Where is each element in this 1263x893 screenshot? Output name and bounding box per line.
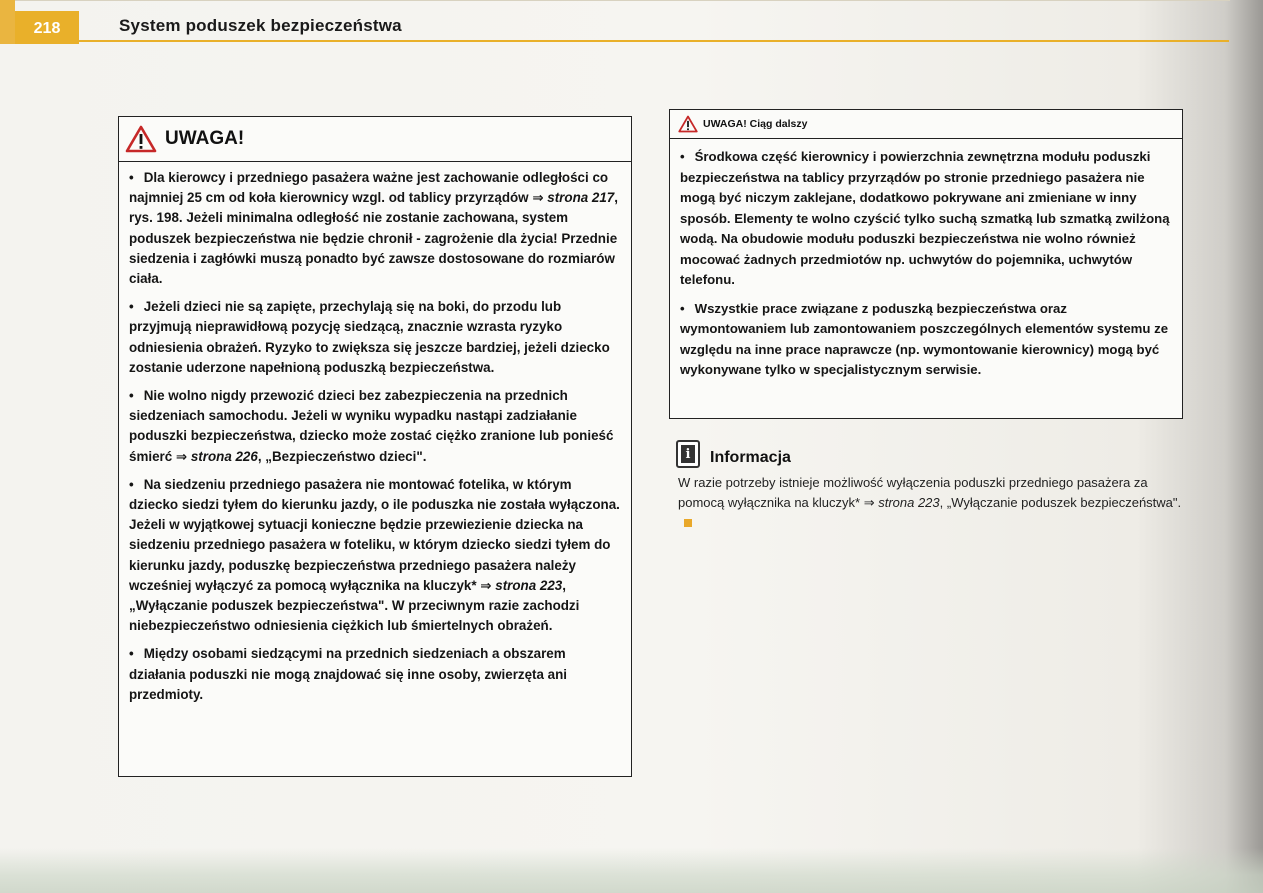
paragraph-text: Nie wolno nigdy przewozić dzieci bez zabezpieczenia na przednich siedzeniach samochodu. Jeżeli w wyniku wypadku nastąpi zadziałanie poduszki bezpieczeństwa, dziecko może zostać ciężko zranione lub ponieść śmierć ⇒ (129, 388, 614, 464)
top-edge (0, 0, 1230, 1)
header-accent-bar (0, 0, 15, 44)
warning-triangle-icon (125, 125, 157, 153)
paragraph-text: Wszystkie prace związane z poduszką bezpieczeństwa oraz wymontowaniem lub zamontowaniem poszczególnych elementów systemu ze względu na inne prace naprawcze (np. wymontowanie kierownicy) mogą być wykonywane tylko w specjalistycznym serwisie. (680, 300, 1169, 377)
warning-box-left (118, 116, 632, 777)
paragraph-text: , „Wyłączanie poduszek bezpieczeństwa". W przeciwnym razie zachodzi niebezpieczeństwo odniesienia ciężkich lub śmiertelnych obrażeń. (129, 577, 580, 634)
paragraph-text: Środkowa część kierownicy i powierzchnia zewnętrzna modułu poduszki bezpieczeństwa na tablicy przyrządów po stronie przedniego pasażera nie mogą być niczym zaklejane, dodatkowo pokrywane ani zmieniane w inny sposób. Elementy te wolno czyścić tylko suchą szmatką lub szmatką zwilżoną wodą. Na obudowie modułu poduszki bezpieczeństwa nie wolno również mocować żadnych przedmiotów np. uchwytów do pojemnika, uchwytów telefonu. (680, 149, 1170, 287)
warning-paragraph (129, 475, 623, 637)
paragraph-text: , „Bezpieczeństwo dzieci". (257, 448, 427, 464)
warning-box-right (669, 109, 1183, 419)
warning-body (119, 162, 631, 705)
page-reference-link[interactable]: strona 226 (190, 448, 258, 464)
warning-header (119, 117, 631, 162)
bullet-icon: • (129, 476, 134, 492)
info-text-part: , „Wyłączanie poduszek bezpieczeństwa". (939, 495, 1182, 510)
bullet-icon: • (129, 388, 134, 404)
warning-paragraph (129, 644, 623, 705)
bullet-icon: • (680, 300, 685, 316)
warning-paragraph (680, 147, 1174, 291)
warning-triangle-icon (678, 115, 698, 133)
page-number: 218 (15, 11, 79, 44)
page-reference-link[interactable]: strona 223 (495, 577, 563, 593)
info-title: Informacja (710, 449, 791, 466)
info-icon: i (676, 440, 700, 468)
bottom-shadow (0, 848, 1263, 893)
warning-paragraph (129, 386, 623, 467)
warning-paragraph (129, 168, 623, 289)
page-title: System poduszek bezpieczeństwa (119, 16, 402, 35)
bullet-icon: • (129, 646, 134, 662)
warning-header (670, 110, 1182, 139)
warning-paragraph (129, 297, 623, 378)
paragraph-text: Między osobami siedzącymi na przednich siedzeniach a obszarem działania poduszki nie mogą znajdować się inne osoby, zwierzęta ani przedmioty. (129, 646, 568, 702)
paragraph-text: Dla kierowcy i przedniego pasażera ważne jest zachowanie odległości co najmniej 25 cm od koła kierownicy wzgl. od tablicy przyrządów ⇒ (129, 170, 609, 206)
paragraph-text: , rys. 198. Jeżeli minimalna odległość nie zostanie zachowana, system poduszek bezpieczeństwa nie będzie chronił - zagrożenie dla życia! Przednie siedzenia i zagłówki muszą ponadto być zawsze dostosowane do rozmiarów ciała. (129, 190, 618, 287)
warning-paragraph (680, 299, 1174, 381)
page-reference-link[interactable]: strona 223 (878, 495, 940, 510)
header-divider (79, 40, 1229, 42)
bullet-icon: • (680, 149, 685, 164)
end-of-section-marker (684, 519, 692, 527)
warning-title: UWAGA! Ciąg dalszy (703, 118, 808, 130)
warning-body (670, 139, 1182, 381)
page-reference-link[interactable]: strona 217 (547, 190, 615, 206)
warning-title: UWAGA! (165, 128, 245, 149)
bullet-icon: • (129, 170, 134, 185)
paragraph-text: Jeżeli dzieci nie są zapięte, przechylają się na boki, do przodu lub przyjmują nieprawidłową pozycję siedzącą, znacznie wzrasta ryzyko odniesienia obrażeń. Ryzyko to zwiększa się jeszcze bardziej, jeżeli dziecko zostanie uderzone napełnioną poduszką bezpieczeństwa. (129, 299, 610, 375)
info-text (678, 473, 1183, 533)
paragraph-text: Na siedzeniu przedniego pasażera nie montować fotelika, w którym dziecko siedzi tyłem do kierunku jazdy, o ile poduszka nie została wyłączona. Jeżeli w wyjątkowej sytuacji konieczne będzie przewiezienie dziecka na siedzeniu przedniego pasażera w foteliku, w którym dziecko siedzi tyłem do kierunku jazdy, poduszkę bezpieczeństwa przedniego pasażera należy wcześniej wyłączyć za pomocą wyłącznika na kluczyk* ⇒ (129, 476, 620, 593)
bullet-icon: • (129, 299, 134, 315)
info-text-part: W razie potrzeby istnieje możliwość wyłączenia poduszki przedniego pasażera za pomocą wyłącznika na kluczyk* ⇒ (678, 475, 1148, 510)
